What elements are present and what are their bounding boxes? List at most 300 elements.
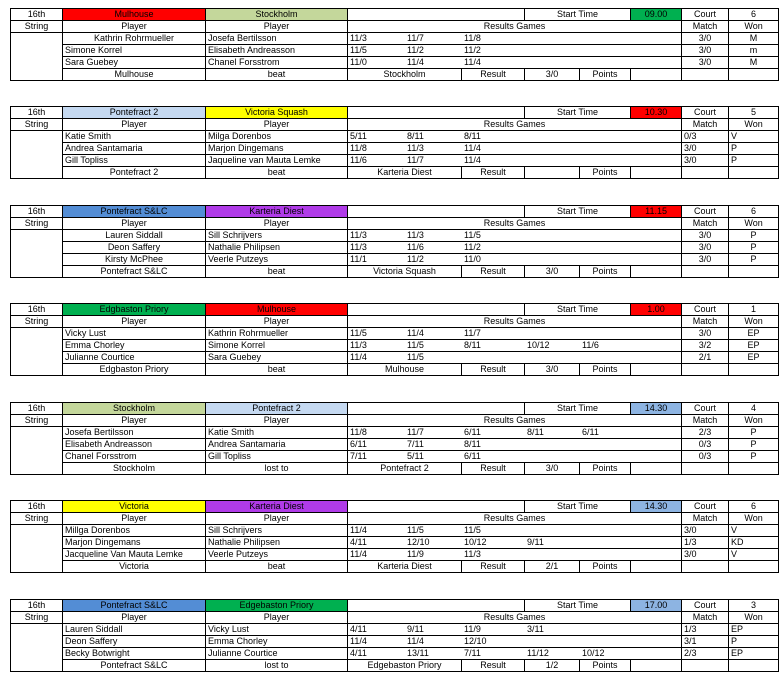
header-spacer [348,501,525,513]
match-score: 3/0 [682,57,729,69]
footer-score: 1/2 [525,660,580,672]
winner: EP [729,340,779,352]
won-label: Won [729,21,779,33]
game-score [631,439,682,451]
game-score [631,57,682,69]
string-number: 16th [11,600,63,612]
game-score [631,242,682,254]
game-score: 11/4 [462,143,525,155]
winner: P [729,254,779,266]
winner: V [729,525,779,537]
home-player: Lauren Siddall [63,624,206,636]
footer-opponent: Stockholm [348,69,462,81]
winner: KD [729,537,779,549]
match-score: 1/3 [682,537,729,549]
court-label: Court [682,501,729,513]
game-score [525,45,580,57]
game-score: 11/3 [405,143,462,155]
match-header-row [11,9,779,21]
blank-cell [11,624,63,636]
match-score: 3/0 [682,230,729,242]
match-footer-row [11,463,779,475]
match-footer-row [11,561,779,573]
match-header-row [11,600,779,612]
blank-cell [631,660,682,672]
winner: m [729,45,779,57]
home-player: Sara Guebey [63,57,206,69]
game-score [525,636,580,648]
blank-cell [11,352,63,364]
game-score: 11/4 [348,525,405,537]
won-label: Won [729,218,779,230]
game-score: 11/7 [405,155,462,167]
footer-score: 3/0 [525,266,580,278]
footer-verb: beat [206,561,348,573]
game-score [580,549,631,561]
string-label: String [11,316,63,328]
match-score: 0/3 [682,439,729,451]
start-time: 11.15 [631,206,682,218]
result-label: Result [462,266,525,278]
footer-team: Pontefract S&LC [63,660,206,672]
game-score: 11/3 [462,549,525,561]
footer-score [525,167,580,179]
match-score: 0/3 [682,131,729,143]
blank-cell [631,167,682,179]
blank-cell [11,525,63,537]
footer-verb: lost to [206,660,348,672]
game-score: 9/11 [525,537,580,549]
footer-verb: beat [206,266,348,278]
blank-cell [11,364,63,376]
game-score [631,451,682,463]
match-subheader-row [11,316,779,328]
match-score: 2/1 [682,352,729,364]
results-label: Results Games [348,513,682,525]
game-score [525,549,580,561]
game-score [631,549,682,561]
winner: EP [729,328,779,340]
game-score [631,143,682,155]
game-score [580,636,631,648]
blank-cell [631,69,682,81]
match-header-row [11,206,779,218]
player-label: Player [63,612,206,624]
match-label: Match [682,218,729,230]
game-score [631,45,682,57]
footer-team: Mulhouse [63,69,206,81]
match-score: 3/0 [682,33,729,45]
string-number: 16th [11,304,63,316]
game-score: 11/2 [405,45,462,57]
blank-cell [11,636,63,648]
result-label: Result [462,561,525,573]
game-score [580,155,631,167]
away-player: Sara Guebey [206,352,348,364]
game-score [631,340,682,352]
court-label: Court [682,403,729,415]
player-label: Player [206,316,348,328]
player-row [11,45,779,57]
away-player: Jaqueline van Mauta Lemke [206,155,348,167]
game-score [580,33,631,45]
match-header-row [11,107,779,119]
home-player: Jacqueline Van Mauta Lemke [63,549,206,561]
game-score: 5/11 [405,451,462,463]
blank-cell [11,561,63,573]
game-score: 11/5 [405,352,462,364]
blank-cell [11,33,63,45]
blank-cell [11,230,63,242]
header-spacer [348,600,525,612]
home-team: Pontefract 2 [63,107,206,119]
game-score: 11/3 [405,230,462,242]
away-player: Nathalie Philipsen [206,537,348,549]
start-time: 10.30 [631,107,682,119]
footer-score: 3/0 [525,463,580,475]
game-score: 11/6 [405,242,462,254]
points-label: Points [580,266,631,278]
points-label: Points [580,660,631,672]
court-label: Court [682,107,729,119]
match-score: 3/1 [682,636,729,648]
player-row [11,624,779,636]
game-score [631,636,682,648]
winner: M [729,33,779,45]
result-label: Result [462,660,525,672]
game-score [580,439,631,451]
start-time: 14.30 [631,403,682,415]
match-table [10,8,779,81]
string-label: String [11,21,63,33]
match-header-row [11,501,779,513]
blank-cell [11,254,63,266]
game-score: 3/11 [525,624,580,636]
player-row [11,131,779,143]
away-player: Sill Schrijvers [206,525,348,537]
winner: M [729,57,779,69]
game-score [525,439,580,451]
match-table [10,402,779,475]
game-score: 11/4 [348,352,405,364]
player-row [11,427,779,439]
match-table [10,106,779,179]
string-number: 16th [11,501,63,513]
match-footer-row [11,364,779,376]
player-row [11,328,779,340]
match-score: 0/3 [682,451,729,463]
game-score: 11/8 [462,33,525,45]
player-label: Player [206,612,348,624]
footer-team: Pontefract S&LC [63,266,206,278]
result-label: Result [462,69,525,81]
game-score: 11/6 [348,155,405,167]
game-score [631,328,682,340]
game-score: 11/4 [462,155,525,167]
game-score: 11/2 [462,242,525,254]
home-player: Marjon Dingemans [63,537,206,549]
blank-cell [729,561,779,573]
footer-opponent: Victoria Squash [348,266,462,278]
game-score: 12/10 [462,636,525,648]
blank-cell [11,131,63,143]
blank-cell [729,266,779,278]
match-score: 2/3 [682,427,729,439]
court-label: Court [682,9,729,21]
game-score: 11/3 [348,230,405,242]
blank-cell [11,451,63,463]
game-score: 10/12 [462,537,525,549]
player-row [11,242,779,254]
header-spacer [348,304,525,316]
away-player: Sill Schrijvers [206,230,348,242]
result-label: Result [462,167,525,179]
blank-cell [11,143,63,155]
game-score [631,624,682,636]
game-score: 11/9 [462,624,525,636]
match-subheader-row [11,21,779,33]
game-score: 11/5 [462,525,525,537]
game-score [525,33,580,45]
blank-cell [11,155,63,167]
blank-cell [631,266,682,278]
game-score [631,352,682,364]
player-row [11,636,779,648]
game-score: 7/11 [348,451,405,463]
match-score: 3/0 [682,155,729,167]
blank-cell [11,660,63,672]
match-header-row [11,304,779,316]
footer-verb: beat [206,69,348,81]
game-score [580,254,631,266]
winner: P [729,439,779,451]
match-subheader-row [11,513,779,525]
game-score [525,242,580,254]
winner: P [729,242,779,254]
results-label: Results Games [348,612,682,624]
blank-cell [682,69,729,81]
game-score: 11/1 [348,254,405,266]
home-player: Becky Botwright [63,648,206,660]
home-player: Elisabeth Andreasson [63,439,206,451]
home-player: Kirsty McPhee [63,254,206,266]
blank-cell [11,167,63,179]
game-score: 11/5 [348,328,405,340]
game-score [580,230,631,242]
points-label: Points [580,69,631,81]
match-score: 3/0 [682,143,729,155]
winner: V [729,549,779,561]
player-label: Player [206,119,348,131]
footer-opponent: Pontefract 2 [348,463,462,475]
blank-cell [11,328,63,340]
match-subheader-row [11,415,779,427]
game-score: 11/4 [405,636,462,648]
court-number: 6 [729,9,779,21]
game-score: 11/7 [462,328,525,340]
game-score [525,352,580,364]
game-score: 7/11 [405,439,462,451]
player-row [11,352,779,364]
results-label: Results Games [348,316,682,328]
start-time: 17.00 [631,600,682,612]
game-score: 4/11 [348,624,405,636]
player-row [11,525,779,537]
away-team: Stockholm [206,9,348,21]
blank-cell [682,561,729,573]
match-footer-row [11,266,779,278]
start-time-label: Start Time [525,206,631,218]
match-label: Match [682,21,729,33]
footer-team: Stockholm [63,463,206,475]
string-label: String [11,612,63,624]
game-score: 11/0 [462,254,525,266]
away-team: Mulhouse [206,304,348,316]
footer-opponent: Mulhouse [348,364,462,376]
match-table [10,303,779,376]
game-score: 6/11 [580,427,631,439]
game-score [580,143,631,155]
match-footer-row [11,167,779,179]
blank-cell [729,69,779,81]
match-score: 3/0 [682,549,729,561]
away-player: Kathrin Rohrmueller [206,328,348,340]
game-score: 11/8 [348,427,405,439]
player-row [11,33,779,45]
court-number: 1 [729,304,779,316]
blank-cell [11,648,63,660]
game-score [462,352,525,364]
blank-cell [11,69,63,81]
game-score [525,131,580,143]
string-label: String [11,415,63,427]
start-time-label: Start Time [525,501,631,513]
game-score [580,57,631,69]
start-time-label: Start Time [525,600,631,612]
game-score [525,254,580,266]
player-row [11,155,779,167]
match-label: Match [682,119,729,131]
match-score: 3/0 [682,254,729,266]
blank-cell [11,340,63,352]
court-number: 6 [729,501,779,513]
footer-team: Edgbaston Priory [63,364,206,376]
home-player: Andrea Santamaria [63,143,206,155]
winner: P [729,143,779,155]
player-label: Player [206,513,348,525]
away-player: Emma Chorley [206,636,348,648]
game-score: 8/11 [462,131,525,143]
player-label: Player [206,218,348,230]
footer-score: 2/1 [525,561,580,573]
court-label: Court [682,206,729,218]
winner: P [729,155,779,167]
game-score: 11/3 [348,33,405,45]
results-label: Results Games [348,21,682,33]
away-player: Veerle Putzeys [206,254,348,266]
game-score [580,451,631,463]
game-score: 8/11 [525,427,580,439]
player-label: Player [63,316,206,328]
start-time-label: Start Time [525,9,631,21]
game-score [525,57,580,69]
match-label: Match [682,415,729,427]
game-score [580,131,631,143]
results-label: Results Games [348,218,682,230]
player-row [11,230,779,242]
court-label: Court [682,600,729,612]
game-score: 11/4 [348,636,405,648]
blank-cell [729,364,779,376]
match-label: Match [682,316,729,328]
player-row [11,143,779,155]
player-label: Player [63,119,206,131]
game-score: 11/5 [405,525,462,537]
header-spacer [348,9,525,21]
match-score: 3/0 [682,328,729,340]
game-score: 5/11 [348,131,405,143]
game-score [580,624,631,636]
match-footer-row [11,660,779,672]
game-score: 9/11 [405,624,462,636]
blank-cell [11,463,63,475]
footer-opponent: Edgebaston Priory [348,660,462,672]
game-score: 11/6 [580,340,631,352]
match-subheader-row [11,218,779,230]
court-number: 4 [729,403,779,415]
game-score [580,328,631,340]
game-score: 11/3 [348,242,405,254]
match-subheader-row [11,119,779,131]
home-player: Deon Saffery [63,636,206,648]
blank-cell [682,660,729,672]
game-score [631,537,682,549]
home-team: Pontefract S&LC [63,600,206,612]
match-score: 3/0 [682,525,729,537]
game-score [525,230,580,242]
footer-score: 3/0 [525,69,580,81]
game-score [631,254,682,266]
player-row [11,451,779,463]
string-number: 16th [11,206,63,218]
home-player: Emma Chorley [63,340,206,352]
string-number: 16th [11,107,63,119]
game-score: 4/11 [348,648,405,660]
footer-team: Pontefract 2 [63,167,206,179]
match-table [10,599,779,672]
away-player: Gill Topliss [206,451,348,463]
game-score: 8/11 [462,439,525,451]
footer-team: Victoria [63,561,206,573]
game-score: 11/5 [348,45,405,57]
game-score: 11/5 [462,230,525,242]
home-player: Chanel Forsstrom [63,451,206,463]
match-score: 2/3 [682,648,729,660]
game-score: 11/3 [348,340,405,352]
player-row [11,340,779,352]
player-label: Player [63,21,206,33]
won-label: Won [729,513,779,525]
points-label: Points [580,167,631,179]
player-label: Player [206,415,348,427]
game-score: 11/4 [405,328,462,340]
game-score [525,155,580,167]
home-team: Pontefract S&LC [63,206,206,218]
game-score: 11/12 [525,648,580,660]
match-score: 3/0 [682,242,729,254]
string-number: 16th [11,9,63,21]
blank-cell [682,463,729,475]
